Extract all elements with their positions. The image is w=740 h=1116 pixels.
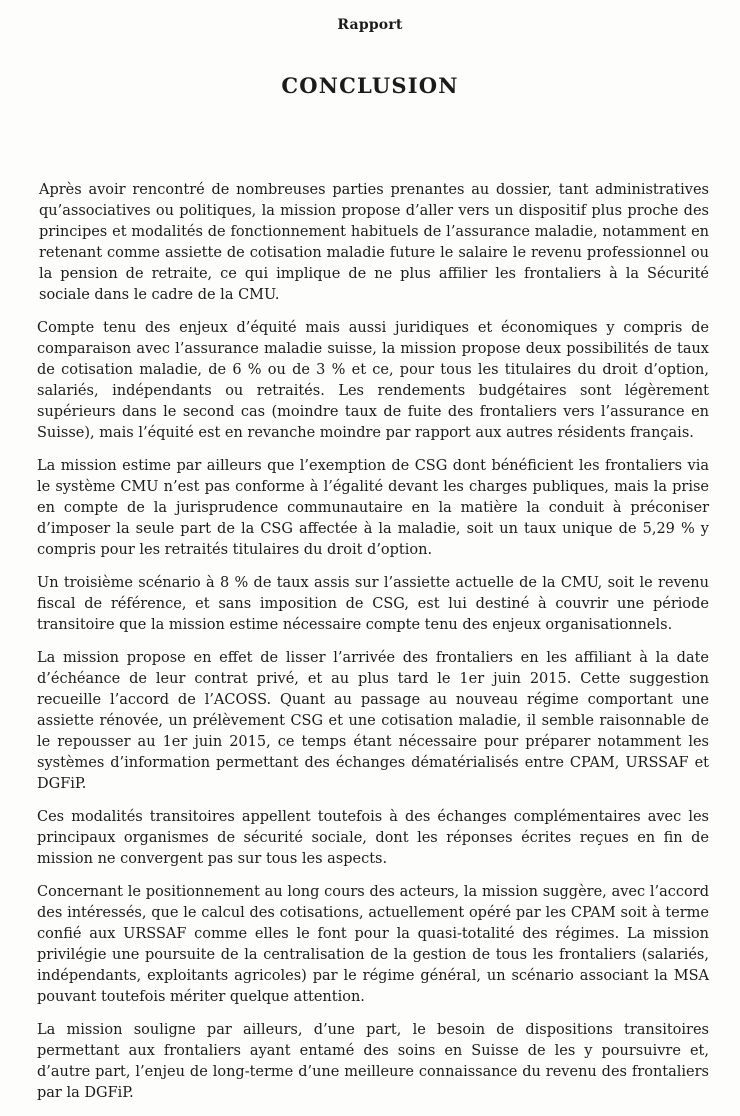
running-header: Rapport xyxy=(337,17,403,33)
document-body xyxy=(33,180,709,1116)
paragraph-2: Compte tenu des enjeux d’équité mais aussi juridiques et économiques y compris de comparaison avec l’assurance maladie suisse, la mission propose deux possibilités de taux de cotisation maladie, de 6 % ou de 3 % et ce, pour tous les titulaires du droit d’option, salariés, indépendants ou retraités. Les rendements budgétaires sont légèrement supérieurs dans le second cas (moindre taux de fuite des frontaliers vers l’assurance en Suisse), mais l’équité est en revanche moindre par rapport aux autres résidents français. xyxy=(37,320,709,441)
page-title: CONCLUSION xyxy=(281,73,459,98)
paragraph-6: Ces modalités transitoires appellent toutefois à des échanges complémentaires avec les principaux organismes de sécurité sociale, dont les réponses écrites reçues en fin de mission ne convergent pas sur tous les aspects. xyxy=(37,809,709,867)
paragraph-7: Concernant le positionnement au long cours des acteurs, la mission suggère, avec l’accord des intéressés, que le calcul des cotisations, actuellement opéré par les CPAM soit à terme confié aux URSSAF comme elles le font pour la quasi-totalité des régimes. La mission privilégie une poursuite de la centralisation de la gestion de tous les frontaliers (salariés, indépendants, exploitants agricoles) par le régime général, un scénario associant la MSA pouvant toutefois mériter quelque attention. xyxy=(37,884,709,1005)
paragraph-3: La mission estime par ailleurs que l’exemption de CSG dont bénéficient les frontaliers via le système CMU n’est pas conforme à l’égalité devant les charges publiques, mais la prise en compte de la jurisprudence communautaire en la matière la conduit à préconiser d’imposer la seule part de la CSG affectée à la maladie, soit un taux unique de 5,29 % y compris pour les retraités titulaires du droit d’option. xyxy=(37,458,709,558)
paragraph-8: La mission souligne par ailleurs, d’une part, le besoin de dispositions transitoires permettant aux frontaliers ayant entamé des soins en Suisse de les y poursuivre et, d’autre part, l’enjeu de long-terme d’une meilleure connaissance du revenu des frontaliers par la DGFiP. xyxy=(37,1022,709,1101)
paragraph-5: La mission propose en effet de lisser l’arrivée des frontaliers en les affiliant à la date d’échéance de leur contrat privé, et au plus tard le 1er juin 2015. Cette suggestion recueille l’accord de l’ACOSS. Quant au passage au nouveau régime comportant une assiette rénovée, un prélèvement CSG et une cotisation maladie, il semble raisonnable de le repousser au 1er juin 2015, ce temps étant nécessaire pour préparer notamment les systèmes d’information permettant des échanges dématérialisés entre CPAM, URSSAF et DGFiP. xyxy=(37,650,709,792)
paragraph-4: Un troisième scénario à 8 % de taux assis sur l’assiette actuelle de la CMU, soit le revenu fiscal de référence, et sans imposition de CSG, est lui destiné à couvrir une période transitoire que la mission estime nécessaire compte tenu des enjeux organisationnels. xyxy=(37,575,709,633)
paragraph-1: Après avoir rencontré de nombreuses parties prenantes au dossier, tant administratives qu’associatives ou politiques, la mission propose d’aller vers un dispositif plus proche des principes et modalités de fonctionnement habituels de l’assurance maladie, notamment en retenant comme assiette de cotisation maladie future le salaire le revenu professionnel ou la pension de retraite, ce qui implique de ne plus affilier les frontaliers à la Sécurité sociale dans le cadre de la CMU. xyxy=(39,182,709,303)
